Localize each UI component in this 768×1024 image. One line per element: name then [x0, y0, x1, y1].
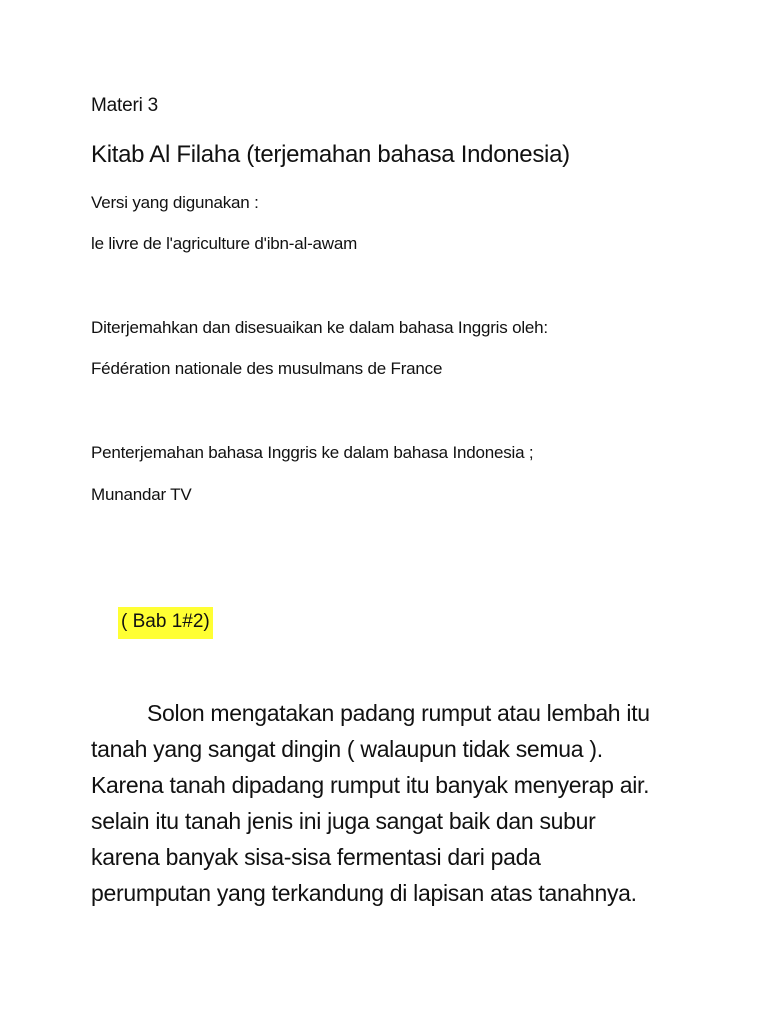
paragraf-line: tanah yang sangat dingin ( walaupun tidak semua ).	[91, 736, 603, 762]
paragraf-isi	[91, 695, 731, 911]
document-title: Kitab Al Filaha (terjemahan bahasa Indonesia)	[91, 141, 570, 168]
versi-value: le livre de l'agriculture d'ibn-al-awam	[91, 234, 358, 253]
versi-label: Versi yang digunakan :	[91, 193, 259, 212]
penerjemah-inggris-label: Diterjemahkan dan disesuaikan ke dalam bahasa Inggris oleh:	[91, 318, 548, 337]
paragraf-line: Karena tanah dipadang rumput itu banyak menyerap air.	[91, 772, 650, 798]
paragraf-line: karena banyak sisa-sisa fermentasi dari pada	[91, 844, 541, 870]
paragraf-line: perumputan yang terkandung di lapisan atas tanahnya.	[91, 880, 637, 906]
paragraf-line: selain itu tanah jenis ini juga sangat baik dan subur	[91, 808, 596, 834]
bab-highlight: ( Bab 1#2)	[118, 607, 213, 639]
penerjemah-indonesia-value: Munandar TV	[91, 485, 192, 504]
paragraf-line: Solon mengatakan padang rumput atau lembah itu	[147, 700, 650, 726]
penerjemah-indonesia-label: Penterjemahan bahasa Inggris ke dalam bahasa Indonesia ;	[91, 443, 534, 462]
penerjemah-inggris-value: Fédération nationale des musulmans de France	[91, 359, 443, 378]
materi-label: Materi 3	[91, 95, 159, 116]
